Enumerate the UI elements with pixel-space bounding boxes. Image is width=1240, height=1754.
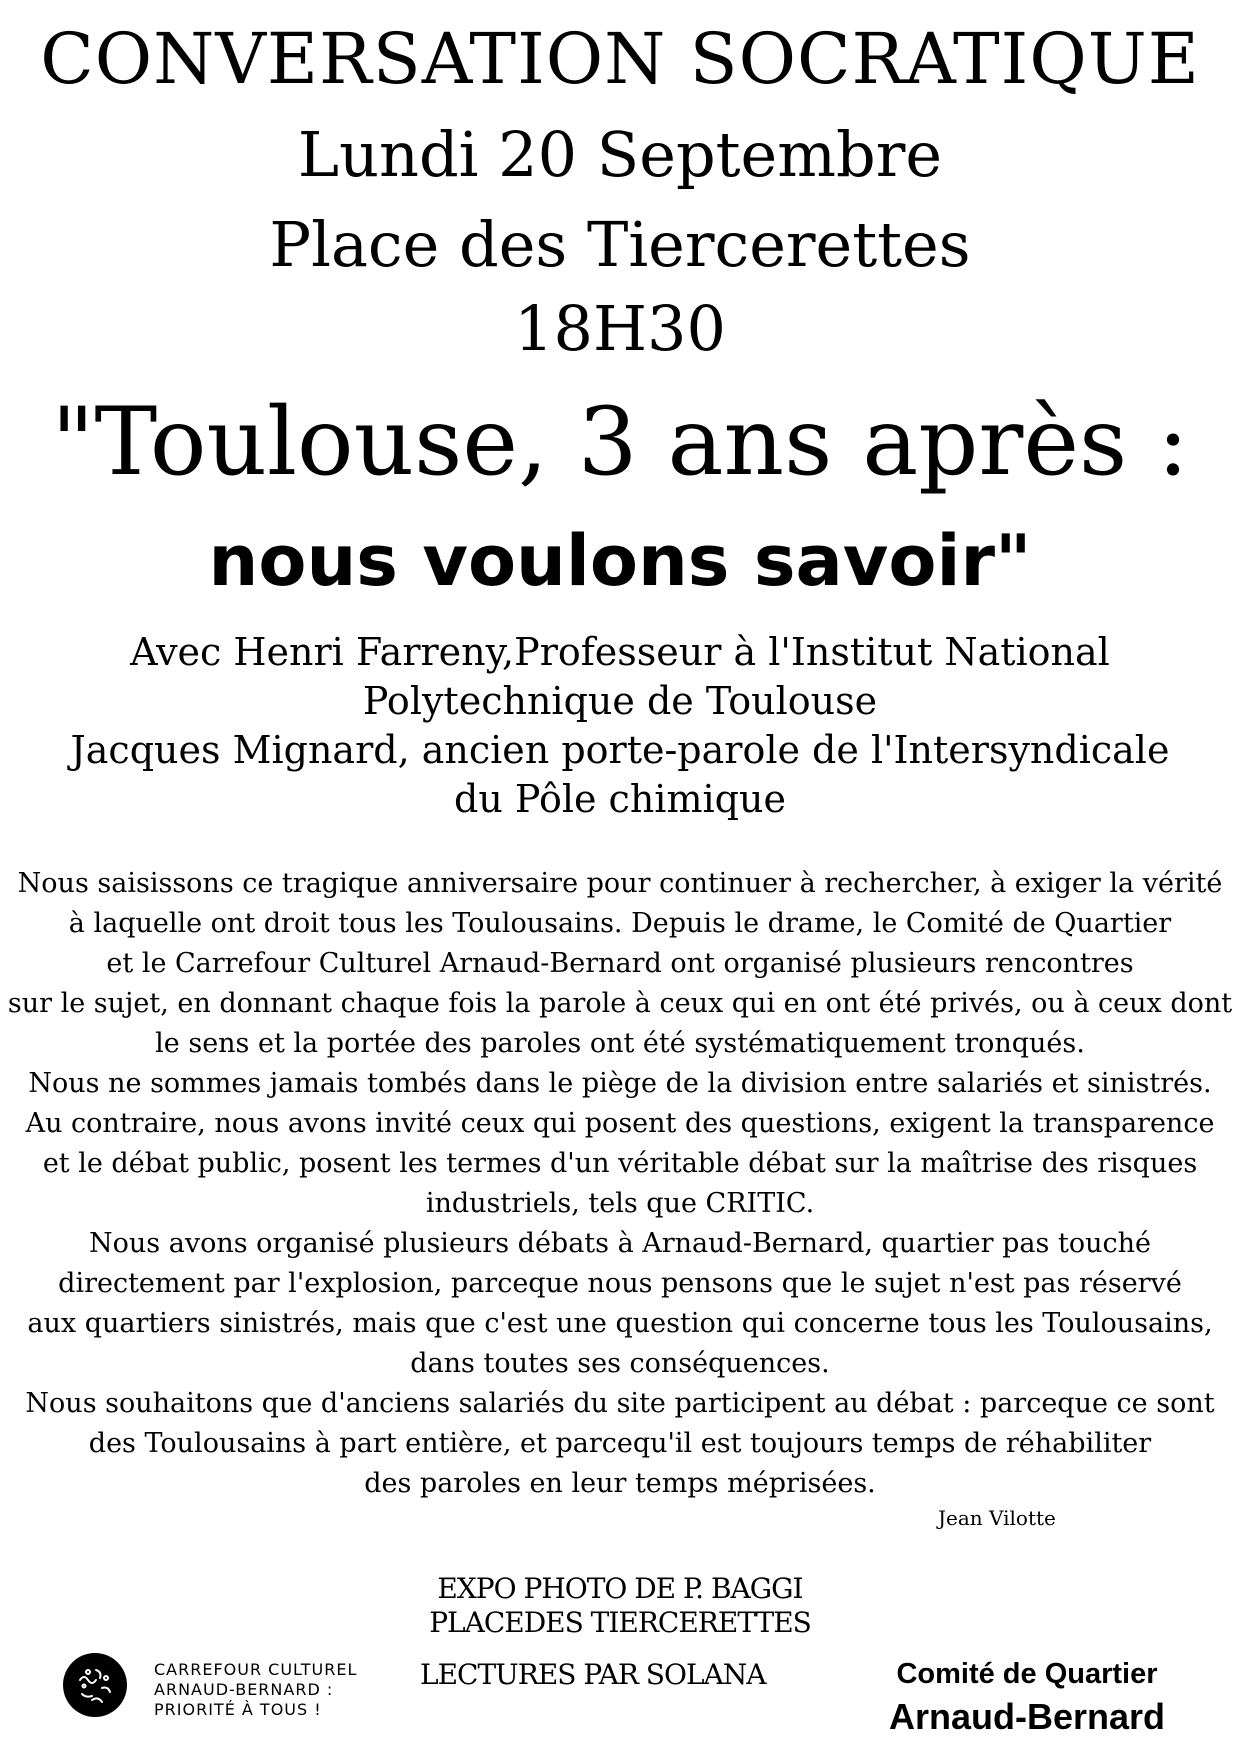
- guest-list: [0, 628, 1240, 824]
- comite-line-1: Comité de Quartier: [896, 1658, 1158, 1690]
- expo-line-1: EXPO PHOTO DE P. BAGGI: [437, 1572, 803, 1605]
- carrefour-line-1: CARREFOUR CULTUREL: [154, 1660, 358, 1679]
- guest-line: du Pôle chimique: [454, 777, 786, 821]
- event-time: 18H30: [514, 292, 726, 365]
- body-line: à laquelle ont droit tous les Toulousains. Depuis le drame, le Comité de Quartier: [68, 908, 1172, 939]
- body-line: Nous ne sommes jamais tombés dans le piège de la division entre salariés et sinistrés.: [28, 1068, 1212, 1099]
- body-line: le sens et la portée des paroles ont été systématiquement tronqués.: [155, 1028, 1085, 1059]
- event-date: Lundi 20 Septembre: [297, 118, 943, 191]
- talk-title-line-2: nous voulons savoir": [208, 520, 1032, 602]
- event-place: Place des Tiercerettes: [269, 208, 971, 281]
- body-line: directement par l'explosion, parceque nous pensons que le sujet n'est pas réservé: [58, 1268, 1182, 1299]
- signature: Jean Vilotte: [938, 1506, 1056, 1530]
- body-line: des Toulousains à part entière, et parcequ'il est toujours temps de réhabiliter: [88, 1428, 1152, 1459]
- expo-announcement: [0, 1572, 1240, 1640]
- guest-line: Polytechnique de Toulouse: [362, 679, 878, 723]
- lectures-announcement: LECTURES PAR SOLANA: [420, 1658, 766, 1691]
- body-line: Nous saisissons ce tragique anniversaire pour continuer à rechercher, à exiger la vérité: [17, 868, 1223, 899]
- body-paragraphs: [0, 864, 1240, 1504]
- body-line: et le Carrefour Culturel Arnaud-Bernard ont organisé plusieurs rencontres: [106, 948, 1134, 979]
- body-line: Au contraire, nous avons invité ceux qui posent des questions, exigent la transparence: [25, 1108, 1215, 1139]
- body-line: Nous avons organisé plusieurs débats à Arnaud-Bernard, quartier pas touché: [89, 1228, 1151, 1259]
- comite-de-quartier: [862, 1654, 1192, 1740]
- talk-title-line-1: "Toulouse, 3 ans après :: [51, 388, 1189, 497]
- poster-title: CONVERSATION SOCRATIQUE: [40, 18, 1200, 100]
- body-line: sur le sujet, en donnant chaque fois la parole à ceux qui en ont été privés, ou à ceux dont: [7, 988, 1233, 1019]
- expo-line-2: PLACEDES TIERCERETTES: [429, 1606, 811, 1639]
- carrefour-culturel-text: [154, 1660, 357, 1720]
- body-line: Nous souhaitons que d'anciens salariés du site participent au débat : parceque ce sont: [25, 1388, 1215, 1419]
- body-line: aux quartiers sinistrés, mais que c'est une question qui concerne tous les Toulousains,: [27, 1308, 1213, 1339]
- comite-line-2: Arnaud-Bernard: [888, 1696, 1166, 1737]
- body-line: dans toutes ses conséquences.: [410, 1348, 830, 1379]
- carrefour-culturel-logo-icon: [62, 1652, 128, 1718]
- guest-line: Jacques Mignard, ancien porte-parole de l'Intersyndicale: [70, 728, 1170, 772]
- body-line: industriels, tels que CRITIC.: [425, 1188, 815, 1219]
- body-line: et le débat public, posent les termes d'un véritable débat sur la maîtrise des risques: [42, 1148, 1198, 1179]
- body-line: des paroles en leur temps méprisées.: [364, 1468, 876, 1499]
- guest-line: Avec Henri Farreny,Professeur à l'Institut National: [130, 630, 1110, 674]
- carrefour-line-2: ARNAUD-BERNARD :: [154, 1680, 334, 1699]
- carrefour-line-3: PRIORITÉ À TOUS !: [154, 1700, 322, 1719]
